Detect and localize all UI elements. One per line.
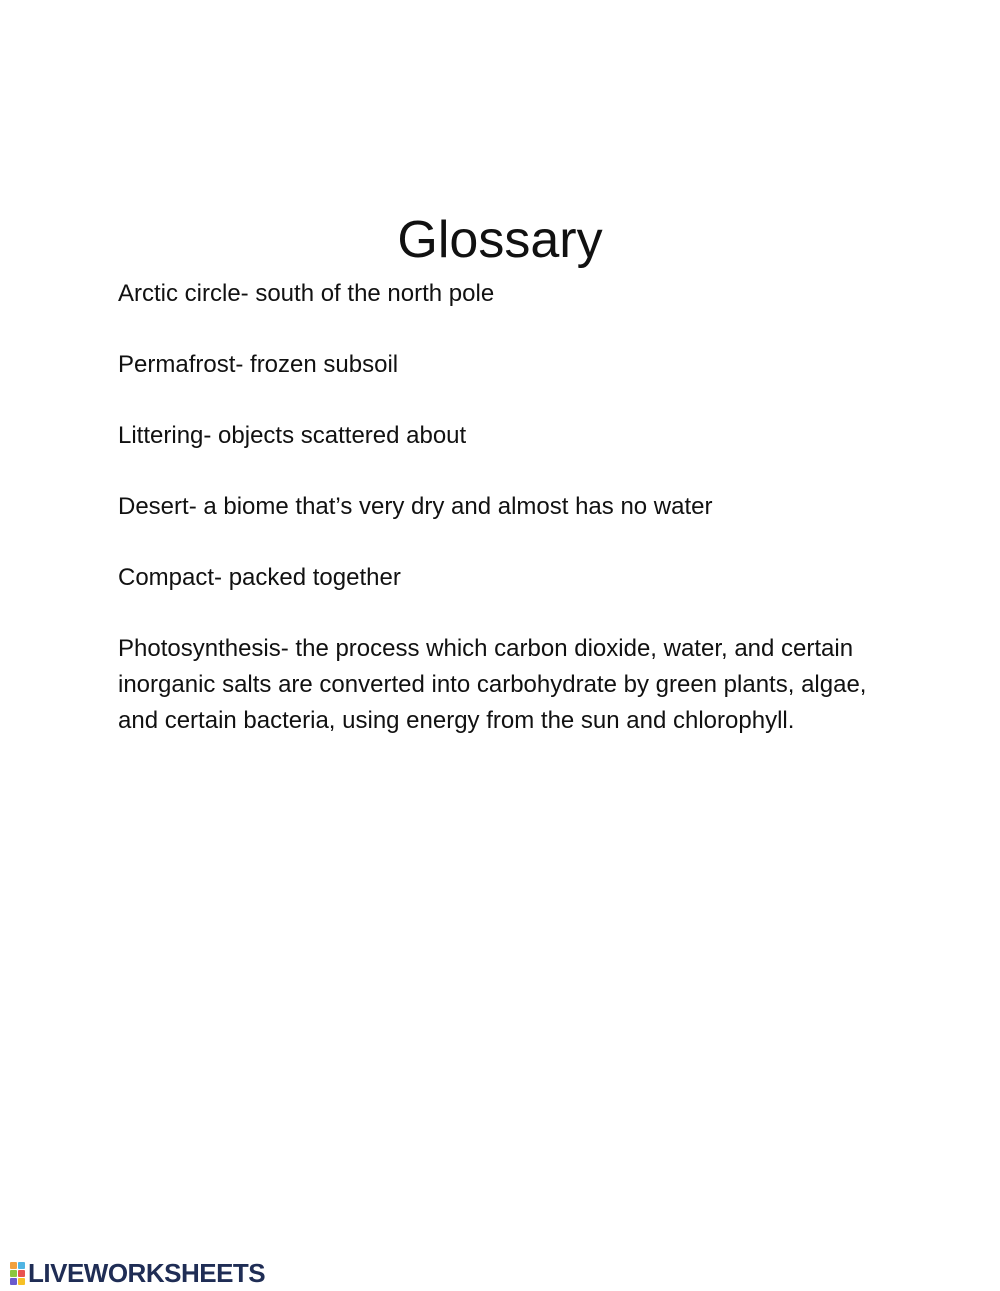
logo-block <box>10 1278 17 1285</box>
page-title: Glossary <box>397 211 603 269</box>
liveworksheets-logo <box>10 1258 265 1288</box>
logo-blocks-icon <box>10 1262 25 1285</box>
glossary-entry-permafrost: Permafrost- frozen subsoil <box>118 351 399 378</box>
logo-block <box>18 1262 25 1269</box>
logo-block <box>10 1270 17 1277</box>
logo-block <box>10 1262 17 1269</box>
logo-text: LIVEWORKSHEETS <box>28 1258 266 1288</box>
glossary-entry-photosynthesis: Photosynthesis- the process which carbon dioxide, water, and certain inorganic salts are converted into carbohydrate by green plants, algae, and certain bacteria, using energy from the sun and chlorophyll. <box>118 635 867 734</box>
glossary-list <box>118 276 898 774</box>
glossary-entry-compact: Compact- packed together <box>118 564 401 591</box>
glossary-entry-arctic-circle: Arctic circle- south of the north pole <box>118 280 495 307</box>
glossary-entry-desert: Desert- a biome that’s very dry and almost has no water <box>118 493 713 520</box>
glossary-entry-littering: Littering- objects scattered about <box>118 422 467 449</box>
logo-block <box>18 1278 25 1285</box>
logo-block <box>18 1270 25 1277</box>
